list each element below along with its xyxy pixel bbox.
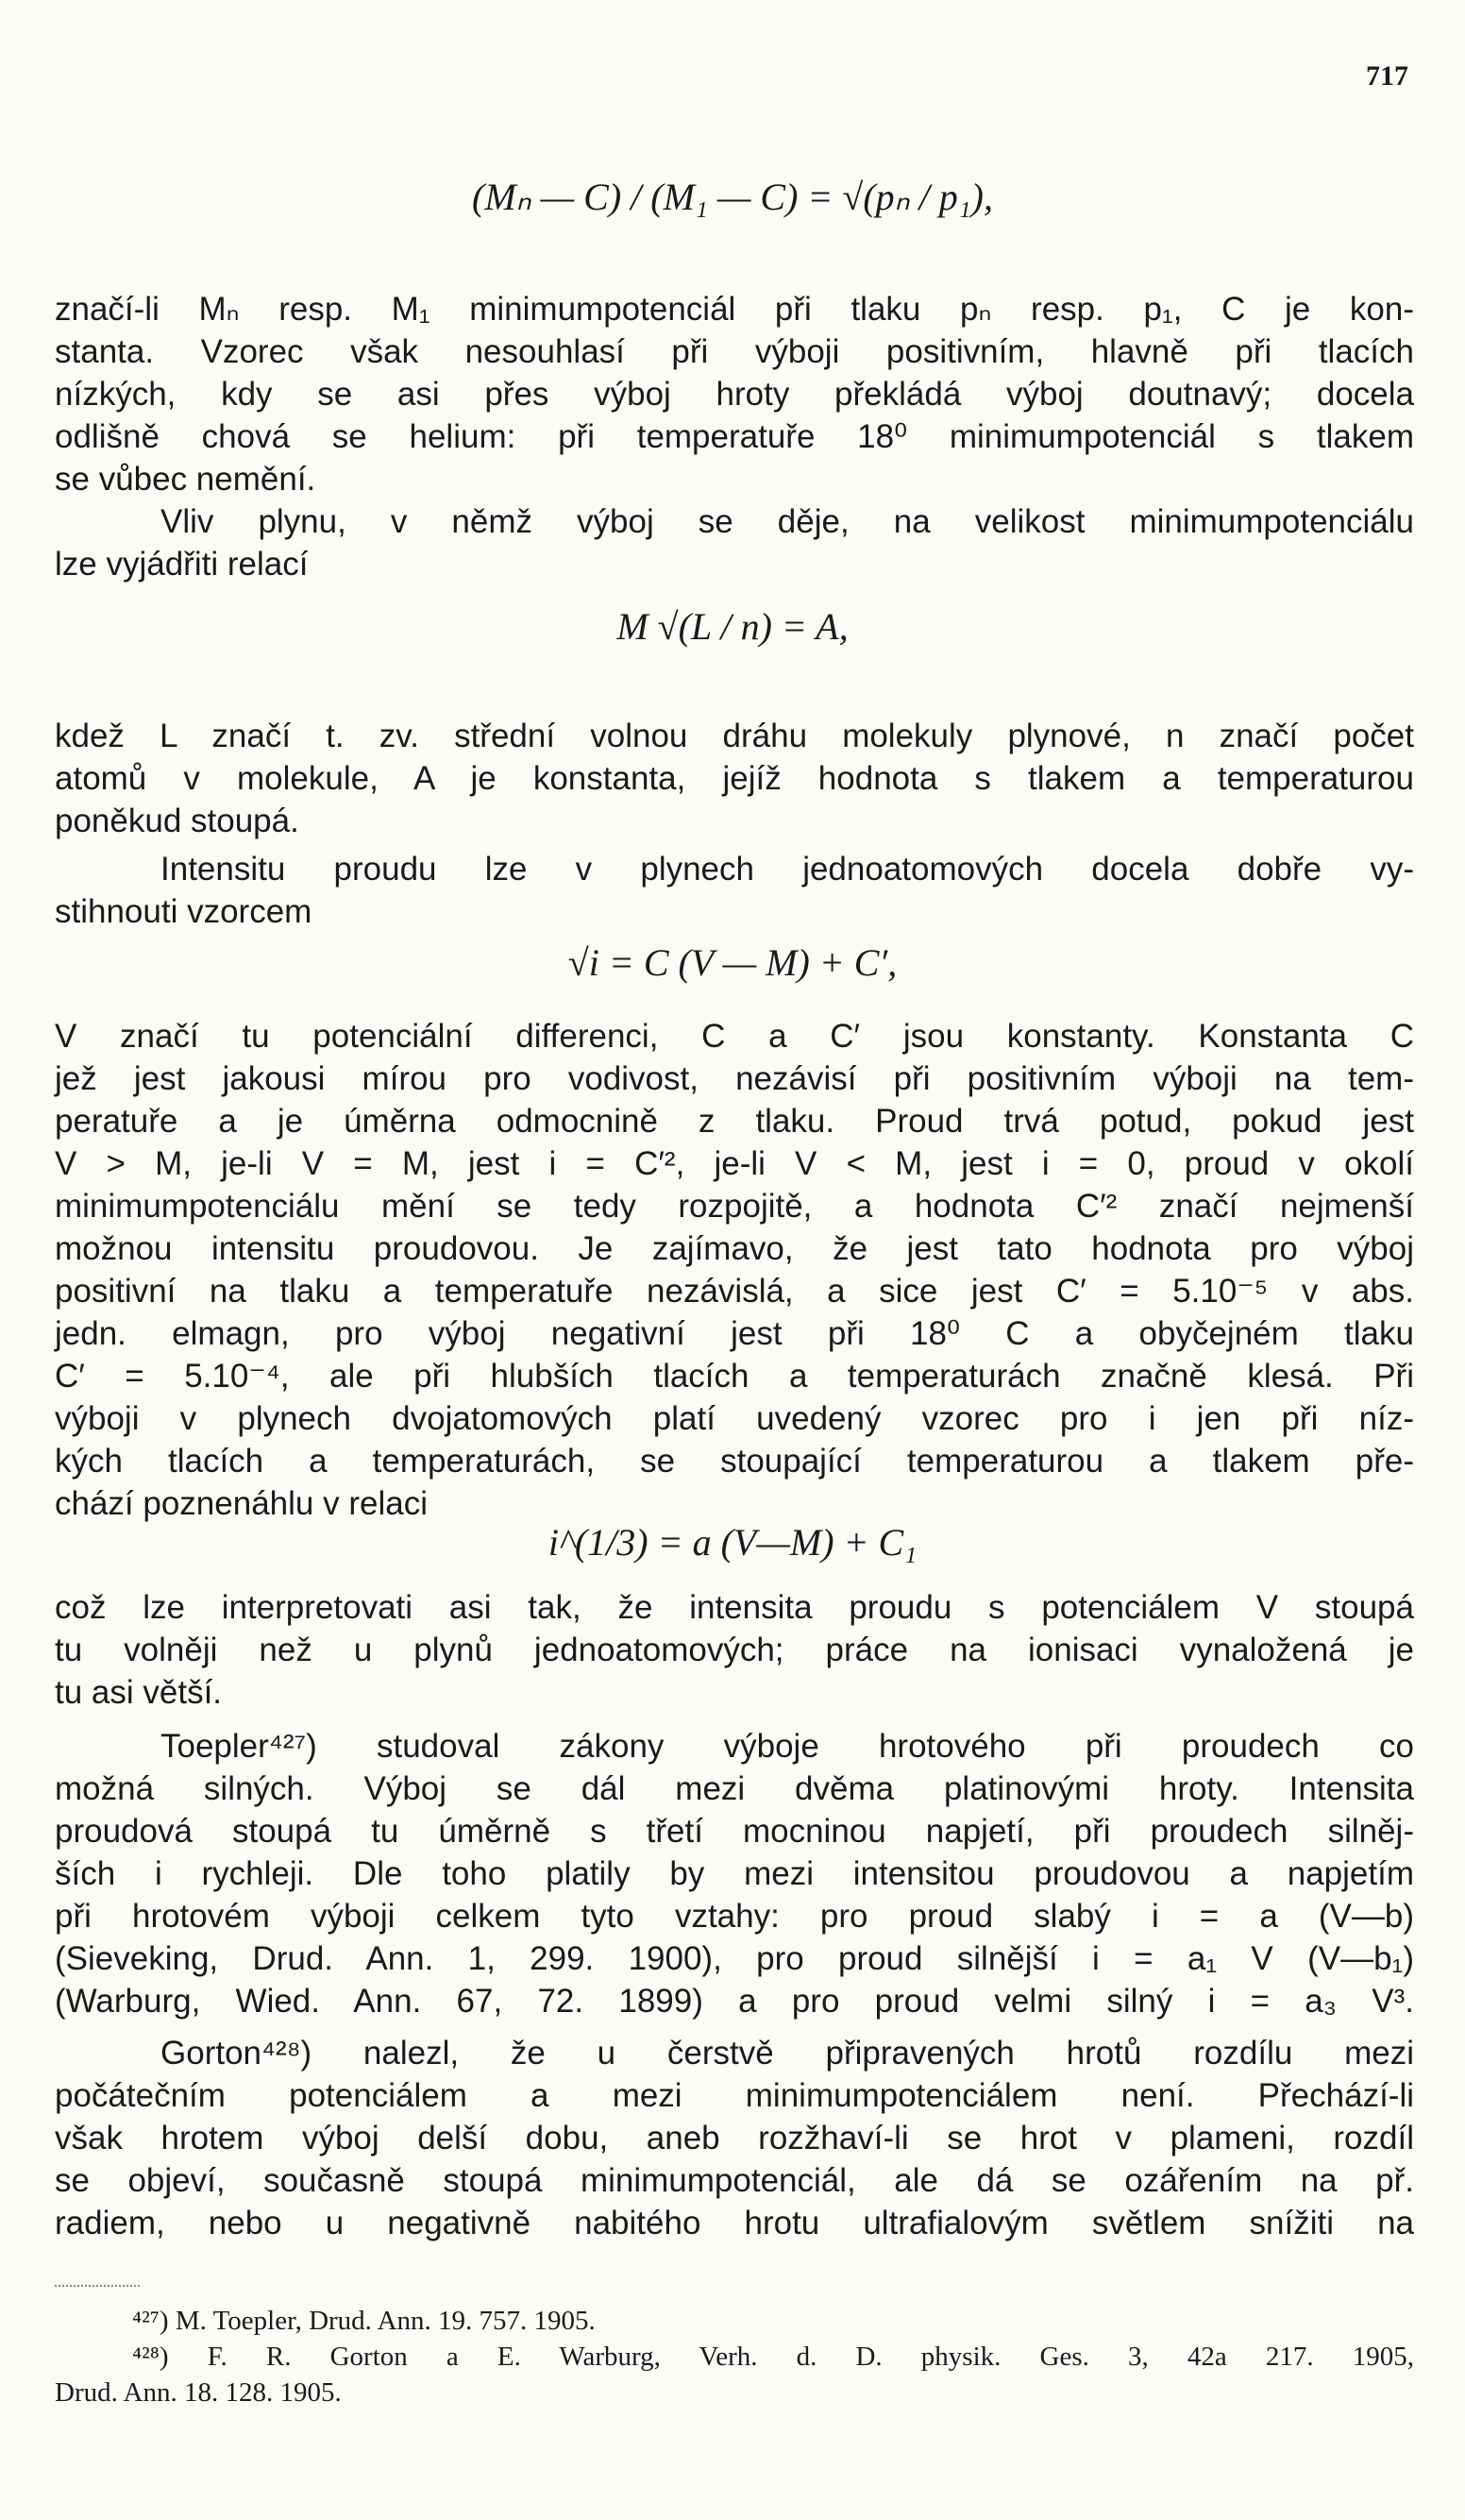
text-line: odlišně chová se helium: při temperatuře 18⁰ minimumpotenciál s tlakem [55,418,1414,455]
paragraph-4 [55,848,1414,933]
text-line: značí-li Mₙ resp. M₁ minimumpotenciál při tlaku pₙ resp. p₁, C je kon- [55,291,1414,328]
text-line: chází poznenáhlu v relaci [55,1485,428,1522]
footnote-428: ⁴²⁸) F. R. Gorton a E. Warburg, Verh. d. D. physik. Ges. 3, 42a 217. 1905, [132,2342,1414,2372]
text-line: ších i rychleji. Dle toho platily by mezi intensitou proudovou a napjetím [55,1855,1414,1892]
text-line: minimumpotenciálu mění se tedy rozpojitě, a hodnota C′² značí nejmenší [55,1188,1414,1225]
text-line: počátečním potenciálem a mezi minimumpotenciálem není. Přechází-li [55,2077,1414,2114]
text-line: kých tlacích a temperaturách, se stoupající temperaturou a tlakem pře- [55,1443,1414,1480]
text-line: jež jest jakousi mírou pro vodivost, nezávisí při positivním výboji na tem- [55,1060,1414,1097]
formula-cube-root-relation: i^(1/3) = a (V—M) + C₁ [547,1521,918,1564]
text-line: V značí tu potenciální differenci, C a C′ jsou konstanty. Konstanta C [55,1018,1414,1055]
text-line: V > M, je-li V = M, jest i = C′², je-li V < M, jest i = 0, proud v okolí [55,1145,1414,1182]
text-line: možná silných. Výboj se dál mezi dvěma platinovými hroty. Intensita [55,1770,1414,1807]
paragraph-6 [55,1586,1414,1714]
text-line: C′ = 5.10⁻⁴, ale při hlubších tlacích a temperaturách značně klesá. Při [55,1358,1414,1395]
text-line: atomů v molekule, A je konstanta, jejíž hodnota s tlakem a temperaturou [55,760,1414,797]
text-line: výboji v plynech dvojatomových platí uvedený vzorec pro i jen při níz- [55,1400,1414,1437]
paragraph-2 [55,500,1414,585]
text-line: Intensitu proudu lze v plynech jednoatomových docela dobře vy- [160,851,1414,888]
text-line: Gorton⁴²⁸) nalezl, že u čerstvě připravených hrotů rozdílu mezi [160,2035,1414,2072]
text-line: při hrotovém výboji celkem tyto vztahy: pro proud slabý i = a (V—b) [55,1898,1414,1935]
text-line: stanta. Vzorec však nesouhlasí při výboji positivním, hlavně při tlacích [55,333,1414,370]
text-line: Toepler⁴²⁷) studoval zákony výboje hrotového při proudech co [160,1728,1414,1765]
text-line: se objeví, současně stoupá minimumpotenciál, ale dá se ozářením na př. [55,2162,1414,2199]
text-line: možnou intensitu proudovou. Je zajímavo, že jest tato hodnota pro výboj [55,1230,1414,1267]
formula-gas-relation: M √(L / n) = A, [616,605,849,648]
text-line: lze vyjádřiti relací [55,546,309,583]
paragraph-5 [55,1015,1414,1525]
text-line: se vůbec nemění. [55,461,316,498]
paragraph-3 [55,715,1414,842]
text-line: proudová stoupá tu úměrně s třetí mocninou napjetí, při proudech silněj- [55,1813,1414,1850]
text-line: peratuře a je úměrna odmocnině z tlaku. Proud trvá potud, pokud jest [55,1103,1414,1140]
text-line: poněkud stoupá. [55,803,299,839]
text-line: však hrotem výboj delší dobu, aneb rozžhaví-li se hrot v plameni, rozdíl [55,2120,1414,2156]
text-line: tu volněji než u plynů jednoatomových; práce na ionisaci vynaložená je [55,1632,1414,1668]
footnote-428-continued: Drud. Ann. 18. 128. 1905. [55,2377,342,2408]
text-line: kdež L značí t. zv. střední volnou dráhu molekuly plynové, n značí počet [55,718,1414,754]
page-number: 717 [1366,60,1408,92]
text-line: nízkých, kdy se asi přes výboj hroty překládá výboj doutnavý; docela [55,376,1414,413]
footnote-separator [55,2285,140,2287]
text-line: stihnouti vzorcem [55,893,312,930]
text-line: radiem, nebo u negativně nabitého hrotu ultrafialovým světlem snížiti na [55,2205,1414,2241]
paragraph-1 [55,288,1414,500]
paragraph-8 [55,2032,1414,2244]
text-line: což lze interpretovati asi tak, že intensita proudu s potenciálem V stoupá [55,1589,1414,1626]
text-line: (Warburg, Wied. Ann. 67, 72. 1899) a pro proud velmi silný i = a₃ V³. [55,1983,1414,2020]
paragraph-7 [55,1725,1414,2022]
text-line: Vliv plynu, v němž výboj se děje, na velikost minimumpotenciálu [160,503,1414,540]
footnote-427: ⁴²⁷) M. Toepler, Drud. Ann. 19. 757. 1905. [132,2306,596,2336]
text-line: jedn. elmagn, pro výboj negativní jest při 18⁰ C a obyčejném tlaku [55,1315,1414,1352]
text-line: tu asi větší. [55,1674,223,1711]
formula-minimum-potential-ratio: (Mₙ — C) / (M₁ — C) = √(pₙ / p₁), [472,176,993,218]
text-line: positivní na tlaku a temperatuře nezávislá, a sice jest C′ = 5.10⁻⁵ v abs. [55,1273,1414,1310]
text-line: (Sieveking, Drud. Ann. 1, 299. 1900), pro proud silnější i = a₁ V (V—b₁) [55,1940,1414,1977]
formula-current-intensity: √i = C (V — M) + C′, [567,941,898,984]
